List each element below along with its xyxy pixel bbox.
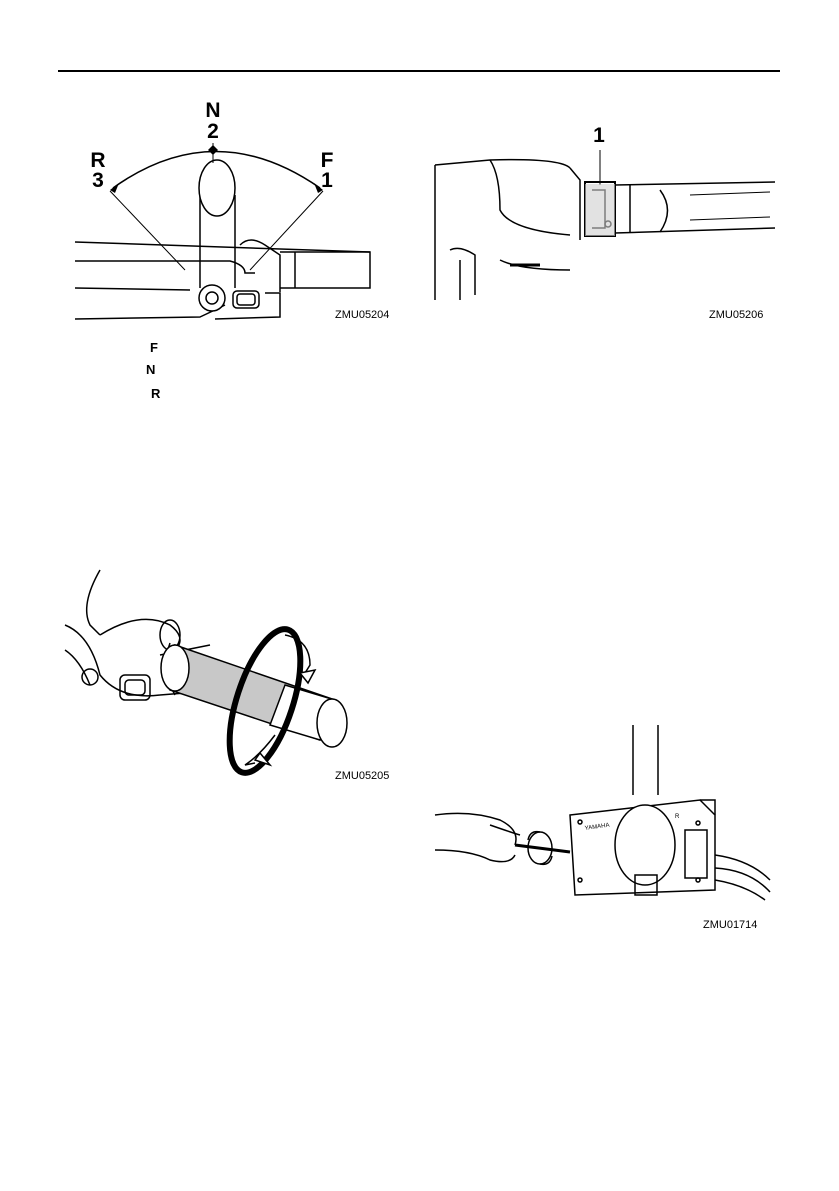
forward-number: 1 <box>321 169 333 192</box>
neutral-letter: N <box>205 99 221 122</box>
figure-code: ZMU01714 <box>703 919 758 931</box>
legend-forward: F <box>150 340 158 355</box>
shift-lever-figure <box>65 95 400 330</box>
figure-code: ZMU05205 <box>335 770 390 782</box>
figure-code: ZMU05206 <box>709 309 764 321</box>
header-rule <box>58 70 780 72</box>
reverse-letter: R <box>90 149 106 172</box>
legend-neutral: N <box>146 362 156 377</box>
svg-text:YAMAHA: YAMAHA <box>584 822 610 832</box>
figure-code: ZMU05204 <box>335 309 390 321</box>
forward-letter: F <box>320 149 334 172</box>
legend-reverse: R <box>151 386 161 401</box>
callout-number: 1 <box>593 124 605 147</box>
svg-text:R: R <box>675 814 680 820</box>
remote-control-figure <box>430 720 775 905</box>
throttle-lock-figure <box>430 120 780 305</box>
throttle-grip-figure <box>60 565 380 780</box>
neutral-number: 2 <box>207 120 219 143</box>
reverse-number: 3 <box>92 169 104 192</box>
